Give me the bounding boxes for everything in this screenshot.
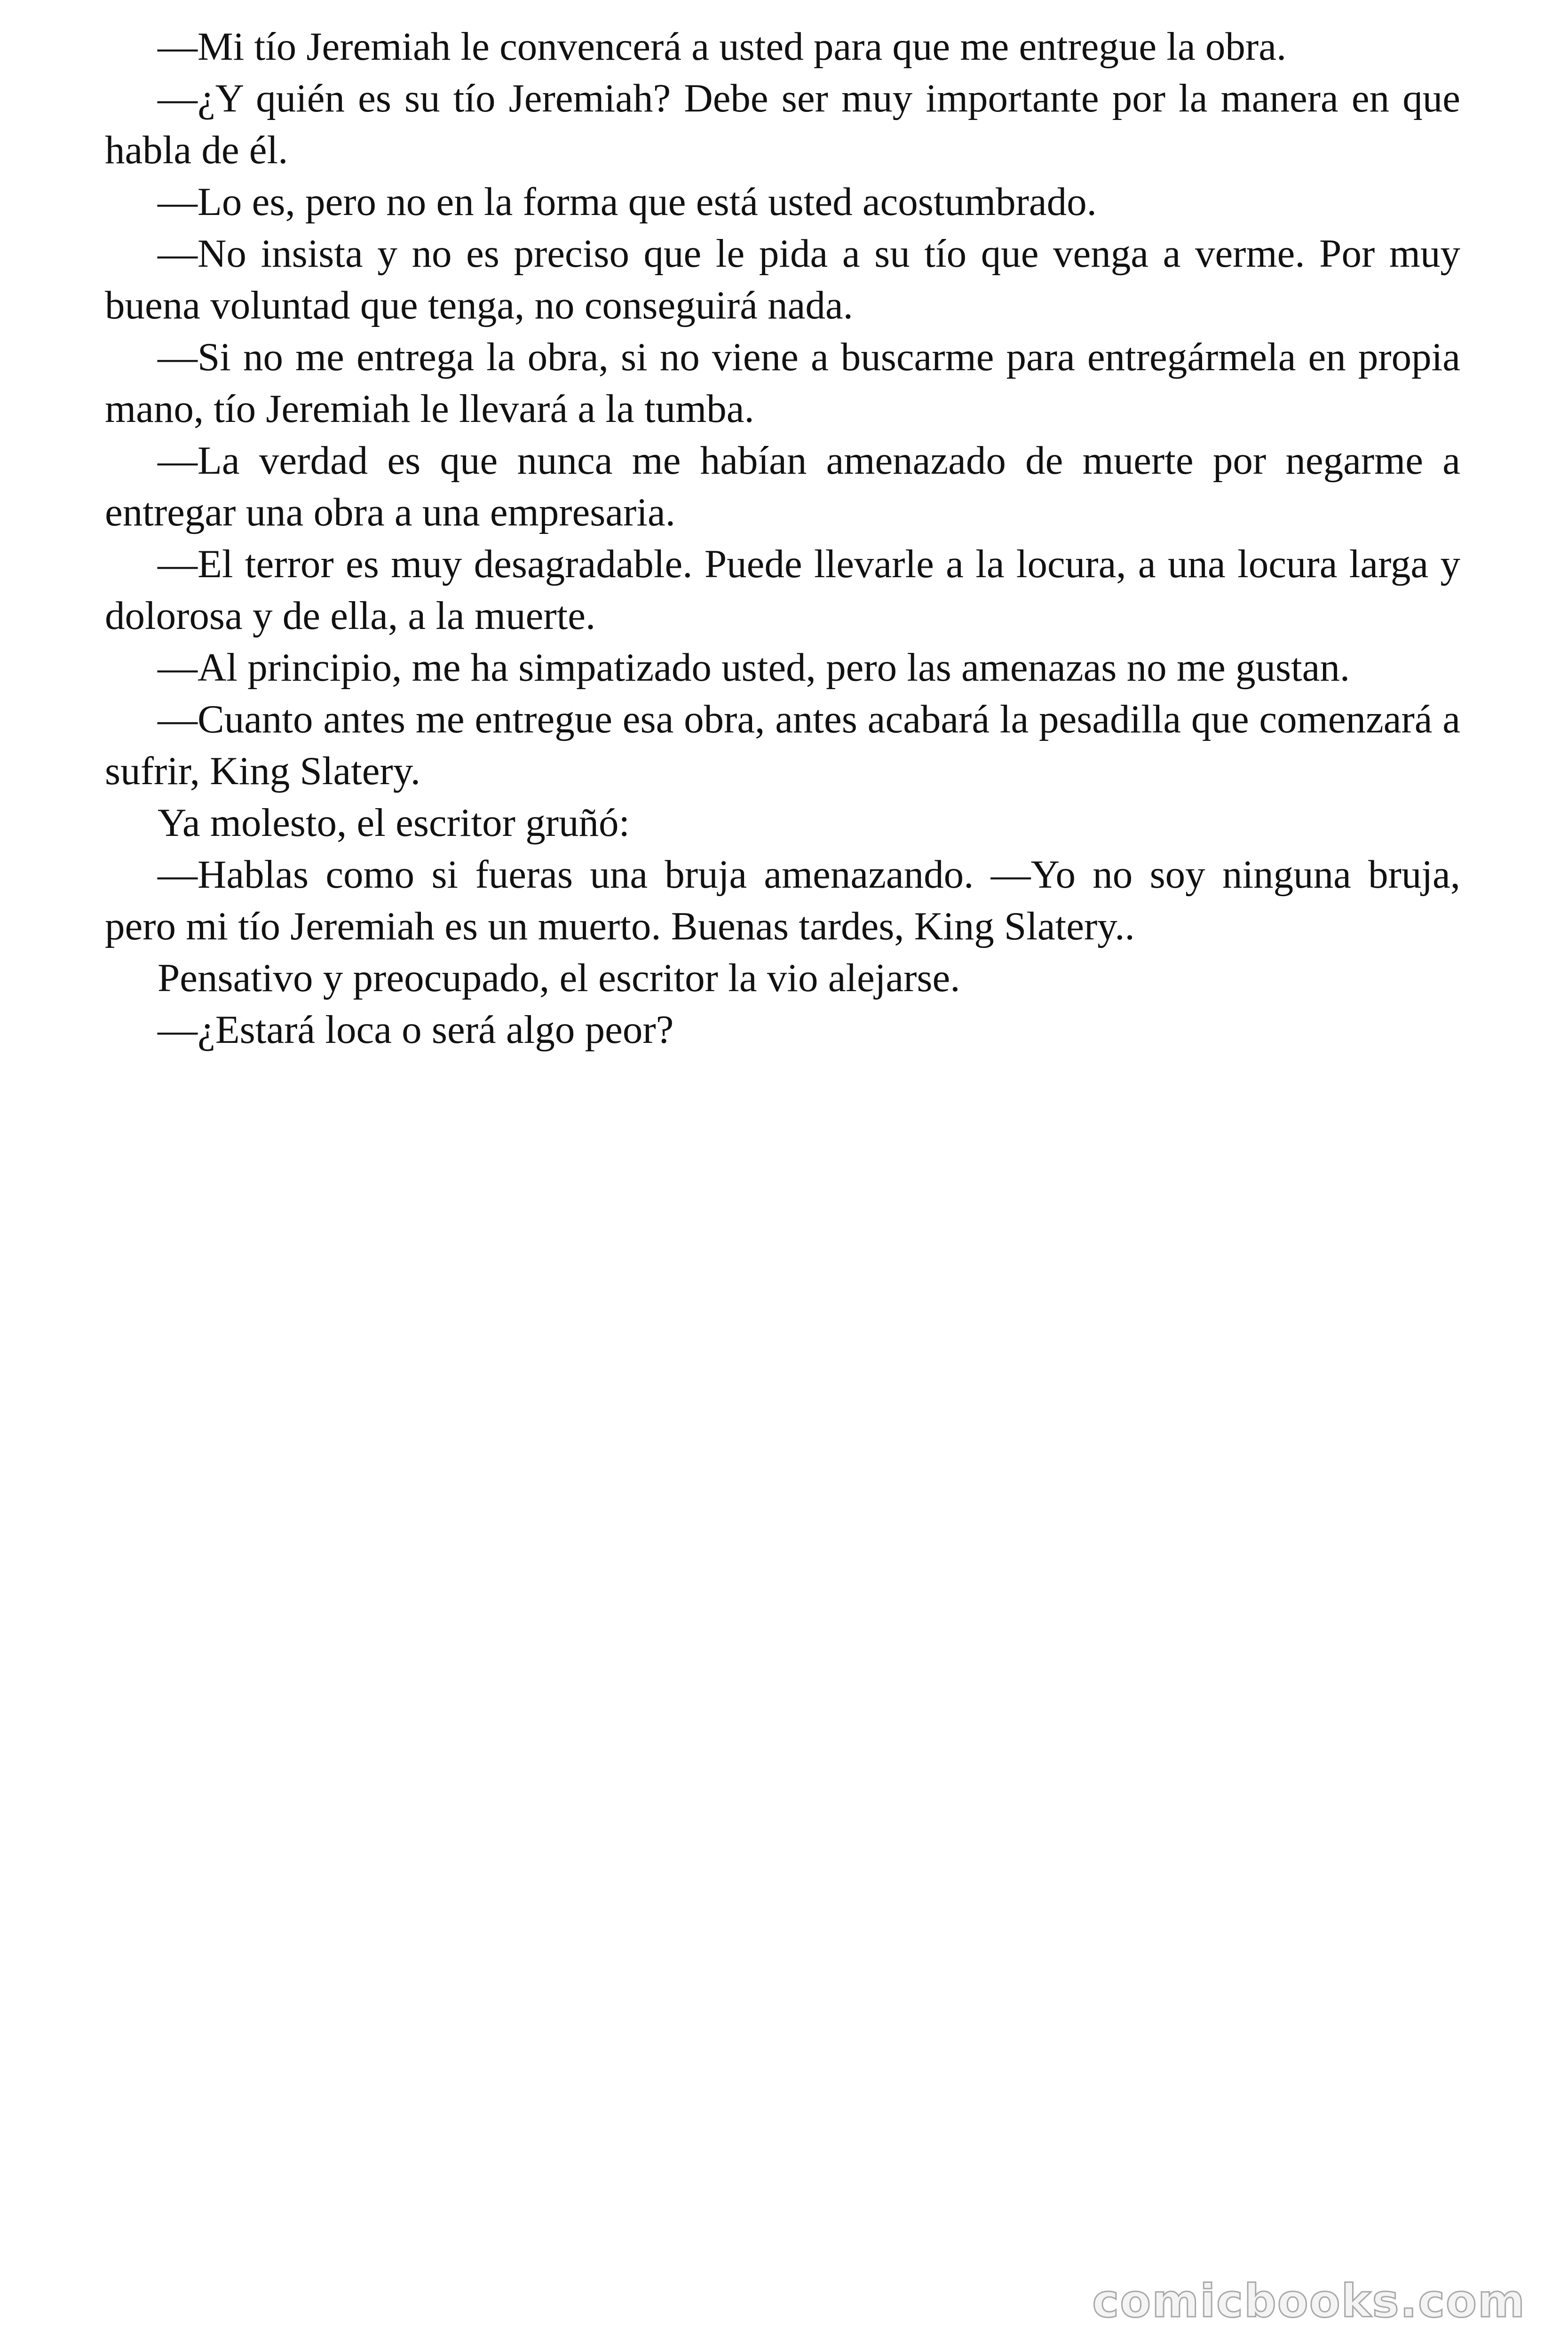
paragraph-13: —¿Estará loca o será algo peor? <box>158 1008 674 1052</box>
body-text <box>105 21 1460 1056</box>
paragraph-11: —Hablas como si fueras una bruja amenazando. —Yo no soy ninguna bruja, pero mi tío Jeremiah es un muerto. Buenas tardes, King Slatery.. <box>105 852 1460 948</box>
paragraph-8: —Al principio, me ha simpatizado usted, pero las amenazas no me gustan. <box>158 645 1350 690</box>
paragraph-1: —Mi tío Jeremiah le convencerá a usted para que me entregue la obra. <box>158 24 1287 69</box>
watermark: comicbooks.com <box>1092 2275 1526 2328</box>
paragraph-10: Ya molesto, el escritor gruñó: <box>158 801 630 845</box>
paragraph-4: —No insista y no es preciso que le pida a su tío que venga a verme. Por muy buena voluntad que tenga, no conseguirá nada. <box>105 231 1460 327</box>
paragraph-6: —La verdad es que nunca me habían amenazado de muerte por negarme a entregar una obra a una empresaria. <box>105 438 1460 534</box>
paragraph-9: —Cuanto antes me entregue esa obra, antes acabará la pesadilla que comenzará a sufrir, King Slatery. <box>105 697 1460 793</box>
paragraph-2: —¿Y quién es su tío Jeremiah? Debe ser muy importante por la manera en que habla de él. <box>105 76 1460 172</box>
paragraph-7: —El terror es muy desagradable. Puede llevarle a la locura, a una locura larga y dolorosa y de ella, a la muerte. <box>105 542 1460 638</box>
paragraph-5: —Si no me entrega la obra, si no viene a buscarme para entregármela en propia mano, tío Jeremiah le llevará a la tumba. <box>105 335 1460 431</box>
paragraph-3: —Lo es, pero no en la forma que está usted acostumbrado. <box>158 180 1097 224</box>
paragraph-12: Pensativo y preocupado, el escritor la vio alejarse. <box>158 956 960 1000</box>
